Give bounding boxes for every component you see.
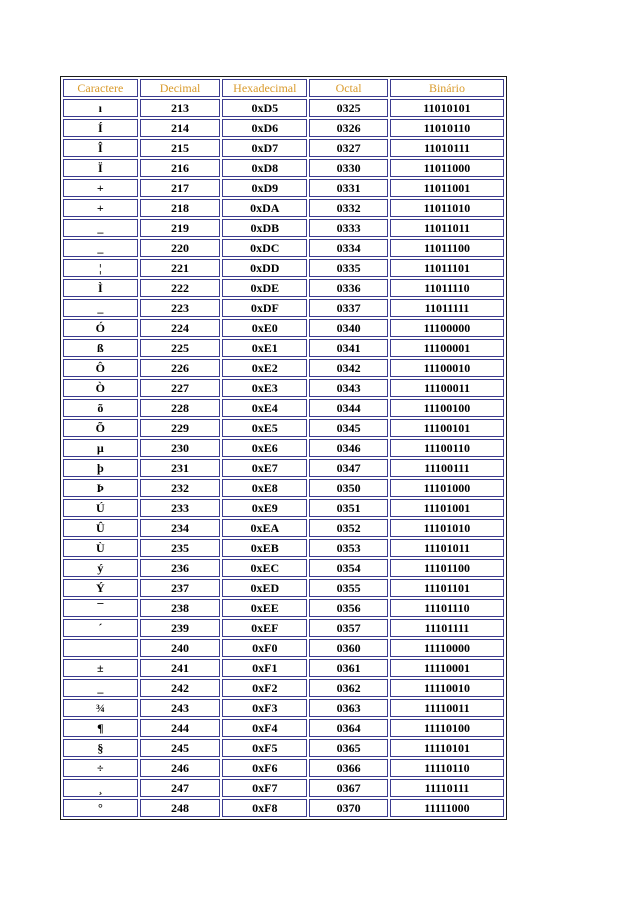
cell-binario: 11011100: [390, 239, 504, 257]
cell-caractere: Ù: [63, 539, 138, 557]
table-row: [63, 759, 504, 777]
cell-caractere: ß: [63, 339, 138, 357]
cell-decimal: 234: [140, 519, 221, 537]
cell-hexadecimal: 0xF8: [222, 799, 307, 817]
cell-octal: 0366: [309, 759, 388, 777]
cell-octal: 0352: [309, 519, 388, 537]
cell-caractere: +: [63, 179, 138, 197]
cell-caractere: õ: [63, 399, 138, 417]
cell-caractere: Õ: [63, 419, 138, 437]
cell-octal: 0337: [309, 299, 388, 317]
table-row: [63, 419, 504, 437]
cell-binario: 11010101: [390, 99, 504, 117]
cell-binario: 11101100: [390, 559, 504, 577]
table-row: [63, 139, 504, 157]
cell-decimal: 226: [140, 359, 221, 377]
table-body: [63, 99, 504, 817]
cell-octal: 0341: [309, 339, 388, 357]
cell-octal: 0365: [309, 739, 388, 757]
cell-decimal: 231: [140, 459, 221, 477]
cell-decimal: 241: [140, 659, 221, 677]
cell-decimal: 237: [140, 579, 221, 597]
table-row: [63, 719, 504, 737]
cell-octal: 0362: [309, 679, 388, 697]
table-row: [63, 99, 504, 117]
cell-hexadecimal: 0xEB: [222, 539, 307, 557]
cell-hexadecimal: 0xDF: [222, 299, 307, 317]
cell-binario: 11011000: [390, 159, 504, 177]
cell-decimal: 222: [140, 279, 221, 297]
cell-hexadecimal: 0xE2: [222, 359, 307, 377]
cell-caractere: Ï: [63, 159, 138, 177]
cell-caractere: Ì: [63, 279, 138, 297]
cell-octal: 0331: [309, 179, 388, 197]
cell-binario: 11101000: [390, 479, 504, 497]
cell-decimal: 213: [140, 99, 221, 117]
cell-decimal: 238: [140, 599, 221, 617]
cell-decimal: 244: [140, 719, 221, 737]
cell-decimal: 221: [140, 259, 221, 277]
cell-octal: 0360: [309, 639, 388, 657]
cell-binario: 11100111: [390, 459, 504, 477]
cell-binario: 11101111: [390, 619, 504, 637]
cell-caractere: [63, 639, 138, 657]
cell-caractere: Î: [63, 139, 138, 157]
cell-decimal: 232: [140, 479, 221, 497]
cell-octal: 0346: [309, 439, 388, 457]
cell-caractere: Ý: [63, 579, 138, 597]
table-row: [63, 239, 504, 257]
cell-octal: 0354: [309, 559, 388, 577]
cell-caractere: µ: [63, 439, 138, 457]
cell-octal: 0356: [309, 599, 388, 617]
table-row: [63, 739, 504, 757]
table-row: [63, 379, 504, 397]
cell-hexadecimal: 0xF6: [222, 759, 307, 777]
cell-hexadecimal: 0xE0: [222, 319, 307, 337]
cell-binario: 11110011: [390, 699, 504, 717]
cell-caractere: Ú: [63, 499, 138, 517]
cell-decimal: 247: [140, 779, 221, 797]
cell-binario: 11110010: [390, 679, 504, 697]
cell-binario: 11100001: [390, 339, 504, 357]
table-row: [63, 539, 504, 557]
cell-decimal: 217: [140, 179, 221, 197]
cell-binario: 11100110: [390, 439, 504, 457]
cell-hexadecimal: 0xDB: [222, 219, 307, 237]
table-row: [63, 659, 504, 677]
cell-hexadecimal: 0xE9: [222, 499, 307, 517]
cell-hexadecimal: 0xE1: [222, 339, 307, 357]
cell-hexadecimal: 0xF4: [222, 719, 307, 737]
table-row: [63, 799, 504, 817]
cell-caractere: ¾: [63, 699, 138, 717]
ascii-code-table: [60, 76, 507, 820]
cell-caractere: §: [63, 739, 138, 757]
cell-binario: 11110101: [390, 739, 504, 757]
cell-octal: 0336: [309, 279, 388, 297]
cell-octal: 0332: [309, 199, 388, 217]
table-row: [63, 559, 504, 577]
table-row: [63, 459, 504, 477]
cell-hexadecimal: 0xEA: [222, 519, 307, 537]
cell-decimal: 245: [140, 739, 221, 757]
cell-caractere: þ: [63, 459, 138, 477]
cell-caractere: Ó: [63, 319, 138, 337]
cell-decimal: 214: [140, 119, 221, 137]
cell-binario: 11101101: [390, 579, 504, 597]
cell-binario: 11101110: [390, 599, 504, 617]
cell-hexadecimal: 0xD9: [222, 179, 307, 197]
cell-decimal: 216: [140, 159, 221, 177]
cell-caractere: ÷: [63, 759, 138, 777]
cell-binario: 11011010: [390, 199, 504, 217]
cell-caractere: ´: [63, 619, 138, 637]
cell-caractere: +: [63, 199, 138, 217]
cell-octal: 0364: [309, 719, 388, 737]
cell-binario: 11100011: [390, 379, 504, 397]
cell-decimal: 229: [140, 419, 221, 437]
cell-octal: 0370: [309, 799, 388, 817]
cell-caractere: Û: [63, 519, 138, 537]
table-row: [63, 159, 504, 177]
cell-caractere: _: [63, 679, 138, 697]
header-hexadecimal: Hexadecimal: [222, 79, 307, 97]
cell-binario: 11011011: [390, 219, 504, 237]
cell-decimal: 235: [140, 539, 221, 557]
cell-hexadecimal: 0xEF: [222, 619, 307, 637]
cell-octal: 0333: [309, 219, 388, 237]
cell-binario: 11101010: [390, 519, 504, 537]
cell-binario: 11011001: [390, 179, 504, 197]
cell-caractere: Í: [63, 119, 138, 137]
cell-decimal: 219: [140, 219, 221, 237]
cell-hexadecimal: 0xF2: [222, 679, 307, 697]
cell-binario: 11011101: [390, 259, 504, 277]
cell-hexadecimal: 0xE8: [222, 479, 307, 497]
cell-decimal: 246: [140, 759, 221, 777]
cell-decimal: 230: [140, 439, 221, 457]
cell-hexadecimal: 0xE5: [222, 419, 307, 437]
table-header: [63, 79, 504, 97]
table-row: [63, 179, 504, 197]
cell-octal: 0342: [309, 359, 388, 377]
cell-caractere: ı: [63, 99, 138, 117]
cell-octal: 0345: [309, 419, 388, 437]
cell-octal: 0361: [309, 659, 388, 677]
table-row: [63, 479, 504, 497]
cell-octal: 0363: [309, 699, 388, 717]
table-row: [63, 299, 504, 317]
cell-binario: 11110001: [390, 659, 504, 677]
cell-caractere: _: [63, 219, 138, 237]
cell-decimal: 227: [140, 379, 221, 397]
cell-binario: 11110100: [390, 719, 504, 737]
cell-caractere: Ô: [63, 359, 138, 377]
cell-binario: 11100010: [390, 359, 504, 377]
cell-caractere: ¯: [63, 599, 138, 617]
cell-hexadecimal: 0xEE: [222, 599, 307, 617]
cell-octal: 0330: [309, 159, 388, 177]
table-row: [63, 199, 504, 217]
cell-decimal: 239: [140, 619, 221, 637]
cell-decimal: 220: [140, 239, 221, 257]
table-row: [63, 119, 504, 137]
table-row: [63, 639, 504, 657]
cell-binario: 11101001: [390, 499, 504, 517]
table-row: [63, 259, 504, 277]
cell-decimal: 236: [140, 559, 221, 577]
cell-hexadecimal: 0xF5: [222, 739, 307, 757]
cell-octal: 0347: [309, 459, 388, 477]
table-row: [63, 219, 504, 237]
table-row: [63, 599, 504, 617]
cell-hexadecimal: 0xEC: [222, 559, 307, 577]
cell-hexadecimal: 0xDA: [222, 199, 307, 217]
cell-binario: 11010111: [390, 139, 504, 157]
cell-binario: 11010110: [390, 119, 504, 137]
cell-octal: 0334: [309, 239, 388, 257]
cell-caractere: ±: [63, 659, 138, 677]
cell-octal: 0357: [309, 619, 388, 637]
cell-binario: 11100100: [390, 399, 504, 417]
cell-octal: 0344: [309, 399, 388, 417]
cell-caractere: ¶: [63, 719, 138, 737]
cell-hexadecimal: 0xF0: [222, 639, 307, 657]
cell-octal: 0350: [309, 479, 388, 497]
cell-decimal: 228: [140, 399, 221, 417]
cell-hexadecimal: 0xDE: [222, 279, 307, 297]
table-row: [63, 619, 504, 637]
cell-decimal: 248: [140, 799, 221, 817]
header-binario: Binário: [390, 79, 504, 97]
cell-decimal: 243: [140, 699, 221, 717]
cell-octal: 0335: [309, 259, 388, 277]
cell-binario: 11100000: [390, 319, 504, 337]
cell-octal: 0367: [309, 779, 388, 797]
cell-decimal: 240: [140, 639, 221, 657]
cell-hexadecimal: 0xD7: [222, 139, 307, 157]
table-row: [63, 359, 504, 377]
cell-binario: 11011110: [390, 279, 504, 297]
cell-decimal: 223: [140, 299, 221, 317]
cell-hexadecimal: 0xD6: [222, 119, 307, 137]
cell-octal: 0353: [309, 539, 388, 557]
cell-caractere: ¸: [63, 779, 138, 797]
cell-binario: 11110000: [390, 639, 504, 657]
cell-binario: 11101011: [390, 539, 504, 557]
header-row: [63, 79, 504, 97]
table-row: [63, 579, 504, 597]
cell-hexadecimal: 0xE4: [222, 399, 307, 417]
cell-caractere: ¦: [63, 259, 138, 277]
table-row: [63, 439, 504, 457]
cell-caractere: _: [63, 239, 138, 257]
cell-hexadecimal: 0xD5: [222, 99, 307, 117]
table-row: [63, 779, 504, 797]
cell-binario: 11100101: [390, 419, 504, 437]
table-row: [63, 339, 504, 357]
cell-decimal: 233: [140, 499, 221, 517]
cell-caractere: ý: [63, 559, 138, 577]
table-row: [63, 519, 504, 537]
table-row: [63, 319, 504, 337]
cell-octal: 0326: [309, 119, 388, 137]
cell-binario: 11011111: [390, 299, 504, 317]
cell-hexadecimal: 0xDD: [222, 259, 307, 277]
cell-binario: 11110110: [390, 759, 504, 777]
header-octal: Octal: [309, 79, 388, 97]
cell-octal: 0343: [309, 379, 388, 397]
cell-octal: 0355: [309, 579, 388, 597]
header-caractere: Caractere: [63, 79, 138, 97]
cell-binario: 11111000: [390, 799, 504, 817]
cell-binario: 11110111: [390, 779, 504, 797]
cell-decimal: 218: [140, 199, 221, 217]
cell-decimal: 242: [140, 679, 221, 697]
table-row: [63, 279, 504, 297]
cell-decimal: 225: [140, 339, 221, 357]
cell-caractere: _: [63, 299, 138, 317]
cell-decimal: 215: [140, 139, 221, 157]
header-decimal: Decimal: [140, 79, 221, 97]
cell-octal: 0340: [309, 319, 388, 337]
cell-hexadecimal: 0xD8: [222, 159, 307, 177]
cell-octal: 0351: [309, 499, 388, 517]
cell-hexadecimal: 0xF3: [222, 699, 307, 717]
cell-octal: 0327: [309, 139, 388, 157]
cell-hexadecimal: 0xE6: [222, 439, 307, 457]
cell-hexadecimal: 0xDC: [222, 239, 307, 257]
table-row: [63, 679, 504, 697]
cell-hexadecimal: 0xF1: [222, 659, 307, 677]
table-row: [63, 499, 504, 517]
cell-caractere: Ò: [63, 379, 138, 397]
cell-octal: 0325: [309, 99, 388, 117]
cell-caractere: °: [63, 799, 138, 817]
cell-hexadecimal: 0xED: [222, 579, 307, 597]
cell-caractere: Þ: [63, 479, 138, 497]
table-row: [63, 399, 504, 417]
cell-hexadecimal: 0xE7: [222, 459, 307, 477]
cell-decimal: 224: [140, 319, 221, 337]
cell-hexadecimal: 0xE3: [222, 379, 307, 397]
table-row: [63, 699, 504, 717]
cell-hexadecimal: 0xF7: [222, 779, 307, 797]
